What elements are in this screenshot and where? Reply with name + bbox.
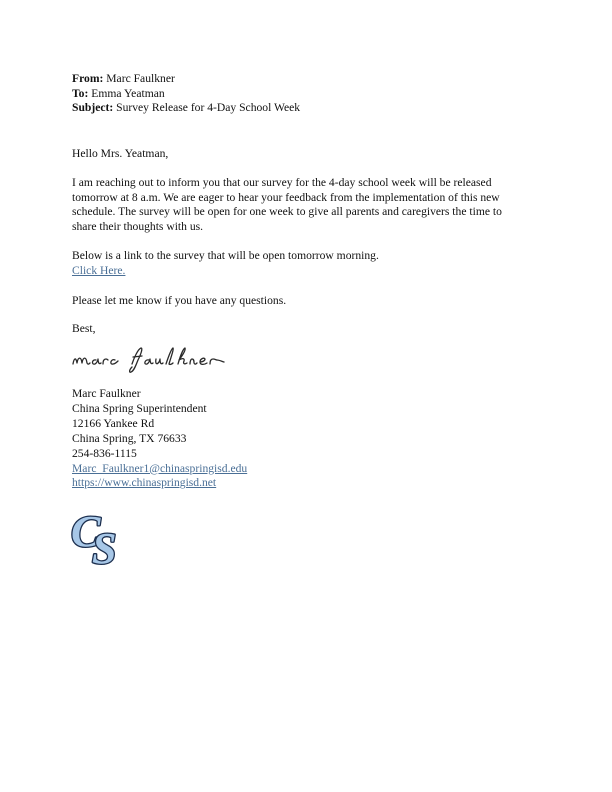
paragraph-line: tomorrow at 8 a.m. We are eager to hear your feedback from the implementation of this new [72,190,500,204]
signature-name: Marc Faulkner [72,387,141,400]
city-state-zip: China Spring, TX 76633 [72,431,187,445]
paragraph-line: share their thoughts with us. [72,219,204,233]
email-header [72,72,300,116]
survey-link[interactable]: Click Here. [72,263,126,277]
from-label: From: [72,72,104,85]
phone-number: 254-836-1115 [72,446,137,460]
survey-link-paragraph [72,249,379,278]
paragraph-line: schedule. The survey will be open for one week to give all parents and caregivers the time to [72,205,502,219]
handwritten-signature [70,344,240,374]
to-label: To: [72,86,89,100]
subject-value: Survey Release for 4-Day School Week [116,101,301,115]
questions-paragraph: Please let me know if you have any questions. [72,294,287,307]
paragraph-line: I am reaching out to inform you that our survey for the 4-day school week will be released [72,176,492,189]
email-link[interactable]: Marc_Faulkner1@chinaspringisd.edu [72,461,248,475]
announcement-paragraph [72,176,542,234]
svg-text:S: S [92,524,117,568]
greeting: Hello Mrs. Yeatman, [72,147,169,160]
to-value: Emma Yeatman [91,86,165,100]
signature-block [72,387,247,491]
closing: Best, [72,322,96,335]
from-line [72,72,300,87]
svg-text:C: C [71,507,101,556]
to-line [72,87,300,102]
subject-label: Subject: [72,101,114,115]
website-link[interactable]: https://www.chinaspringisd.net [72,476,217,490]
subject-line [72,101,300,116]
from-value: Marc Faulkner [106,72,175,85]
signature-title: China Spring Superintendent [72,401,207,415]
address-line: 12166 Yankee Rd [72,416,155,430]
survey-link-intro: Below is a link to the survey that will be open tomorrow morning. [72,249,379,262]
china-spring-cs-logo [70,504,134,568]
